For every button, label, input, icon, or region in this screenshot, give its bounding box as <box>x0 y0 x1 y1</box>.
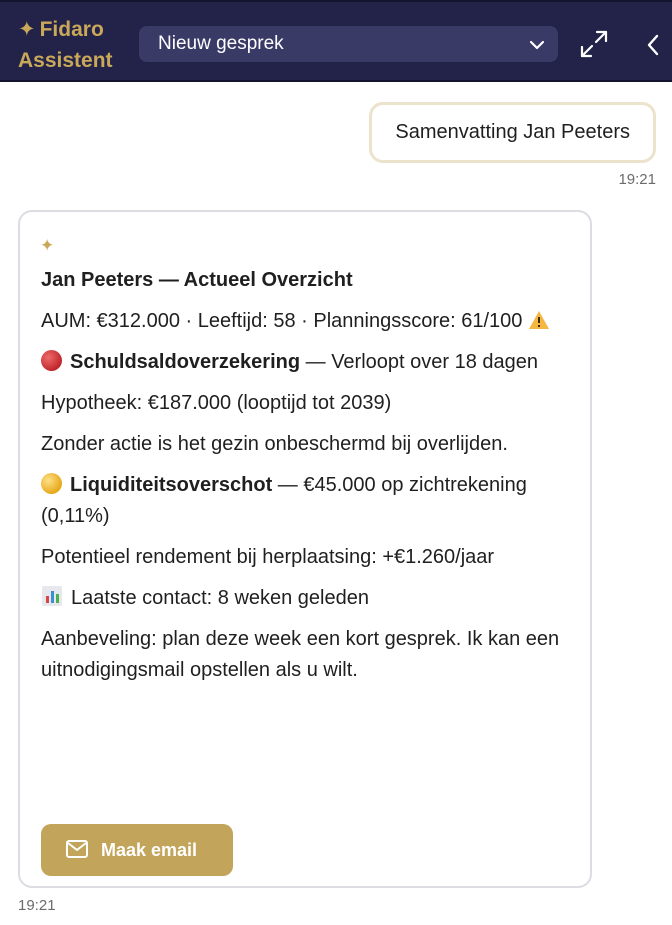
sparkle-icon: ✦ <box>18 18 36 41</box>
chevron-left-icon[interactable] <box>642 32 664 58</box>
make-email-label: Maak email <box>101 840 198 860</box>
expand-icon[interactable] <box>578 28 610 60</box>
user-message-bubble: Samenvatting Jan Peeters <box>369 102 656 163</box>
red-circle-icon <box>41 350 62 371</box>
assistant-message-card <box>18 210 592 888</box>
conversation-select[interactable] <box>139 26 558 62</box>
return-info: Potentieel rendement bij herplaatsing: +€1.260/jaar <box>41 546 495 568</box>
alert-insurance-detail: — Verloopt over 18 dagen <box>300 351 539 373</box>
user-message-time: 19:21 <box>618 171 656 188</box>
summary-title: Jan Peeters — Actueel Overzicht <box>41 269 353 291</box>
alert-insurance-label: Schuldsaldoverzekering <box>70 351 301 373</box>
sparkle-icon: ✦ <box>40 236 55 255</box>
alert-liquidity-label: Liquiditeitsoverschot <box>70 474 273 496</box>
bar-chart-icon <box>41 585 63 607</box>
mortgage-info: Hypotheek: €187.000 (looptijd tot 2039) <box>41 392 392 414</box>
last-contact-text: Laatste contact: 8 weken geleden <box>71 587 369 609</box>
brand-name: Fidaro <box>39 18 104 41</box>
alert-liquidity-detail: — €45.000 op zichtrekening (0,11%) <box>41 474 527 527</box>
recommendation: Aanbeveling: plan deze week een kort gesprek. Ik kan een uitnodigingsmail opstellen als u wilt. <box>41 628 560 681</box>
yellow-circle-icon <box>41 473 62 494</box>
make-email-button[interactable] <box>41 824 233 876</box>
warning-icon <box>528 310 550 330</box>
summary-stats-text: AUM: €312.000 · Leeftijd: 58 · Planningsscore: 61/100 <box>41 310 523 332</box>
conversation-select-value: Nieuw gesprek <box>158 33 284 54</box>
assistant-message-body <box>41 265 571 696</box>
summary-stats <box>41 306 571 337</box>
mail-icon <box>66 840 88 858</box>
brand-subtitle: Assistent <box>18 49 113 72</box>
last-contact <box>41 583 571 614</box>
brand-logo <box>18 14 113 76</box>
chevron-down-icon <box>528 36 546 54</box>
risk-info: Zonder actie is het gezin onbeschermd bij overlijden. <box>41 433 508 455</box>
app-header <box>0 0 672 82</box>
assistant-message-time: 19:21 <box>18 897 56 914</box>
alert-insurance <box>41 347 571 378</box>
alert-liquidity <box>41 470 571 532</box>
